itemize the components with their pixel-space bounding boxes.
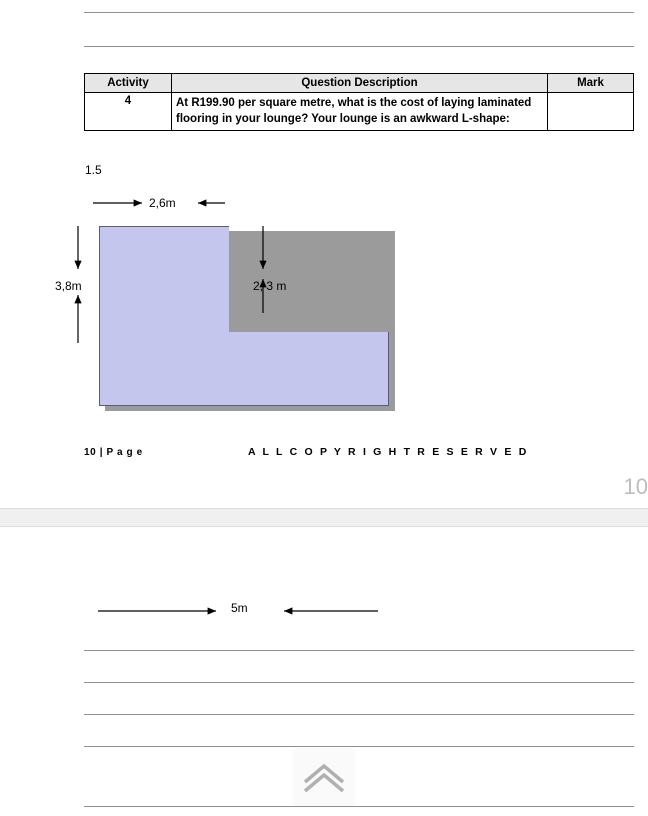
page-indicator: 10 [623, 474, 648, 499]
answer-line [84, 46, 634, 47]
footer-copyright: A L L C O P Y R I G H T R E S E R V E D [248, 446, 529, 458]
column-header-description: Question Description [172, 74, 548, 93]
chevron-up-icon [293, 748, 355, 806]
bottom-dimension-group [84, 596, 404, 628]
answer-line [84, 650, 634, 651]
cell-mark [548, 93, 634, 131]
column-header-activity: Activity [85, 74, 172, 93]
dimension-label-inner-height: 2, 3 m [253, 279, 287, 293]
answer-line [84, 12, 634, 13]
dimension-arrows [50, 185, 470, 420]
cell-question-description: At R199.90 per square metre, what is the cost of laying laminated flooring in your lounge? Your lounge is an awkward L-shape: [172, 93, 548, 131]
table-row [85, 93, 634, 131]
footer-page-label: 10 | P a g e [84, 447, 143, 458]
page-separator [0, 508, 648, 527]
dimension-label-left-height: 3,8m [55, 279, 82, 293]
column-header-mark: Mark [548, 74, 634, 93]
lshape-diagram [50, 185, 470, 420]
answer-line [84, 746, 634, 747]
cell-activity-number: 4 [85, 93, 172, 131]
dimension-label-top-width: 2,6m [149, 196, 176, 210]
scroll-to-top-button[interactable] [293, 748, 355, 806]
dimension-label-bottom-width: 5m [231, 601, 248, 615]
answer-line [84, 714, 634, 715]
answer-line [84, 806, 634, 807]
answer-line [84, 682, 634, 683]
question-table [84, 73, 634, 131]
table-header-row [85, 74, 634, 93]
question-number: 1.5 [85, 163, 102, 177]
